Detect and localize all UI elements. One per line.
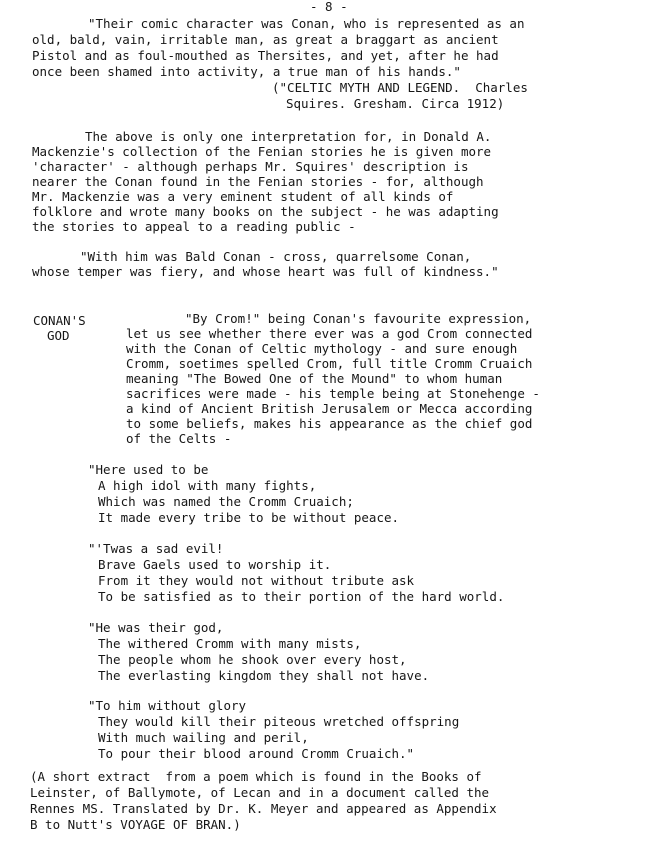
text-line: "Their comic character was Conan, who is represented as an [88, 16, 525, 31]
text-line: Pistol and as foul-mouthed as Thersites, and yet, after he had [32, 48, 499, 63]
text-line: "By Crom!" being Conan's favourite expression, [185, 311, 532, 326]
text-line: Mr. Mackenzie was a very eminent student of all kinds of [32, 189, 454, 204]
text-line: (A short extract from a poem which is found in the Books of [30, 769, 482, 784]
text-line: The above is only one interpretation for, in Donald A. [85, 129, 492, 144]
poem-line: "Here used to be [88, 462, 209, 477]
text-line: with the Conan of Celtic mythology - and sure enough [126, 341, 518, 356]
poem-line: A high idol with many fights, [98, 478, 317, 493]
poem-line: With much wailing and peril, [98, 730, 309, 745]
poem-line: Brave Gaels used to worship it. [98, 557, 332, 572]
text-line: folklore and wrote many books on the subject - he was adapting [32, 204, 499, 219]
poem-line: They would kill their piteous wretched offspring [98, 714, 460, 729]
poem-line: The withered Cromm with many mists, [98, 636, 362, 651]
poem-line: "He was their god, [88, 620, 224, 635]
page-number: - 8 - [310, 0, 348, 14]
citation-line: ("CELTIC MYTH AND LEGEND. Charles [272, 80, 528, 95]
text-line: let us see whether there ever was a god Crom connected [126, 326, 533, 341]
text-line: sacrifices were made - his temple being at Stonehenge - [126, 386, 540, 401]
text-line: Leinster, of Ballymote, of Lecan and in a document called the [30, 785, 490, 800]
citation-line: Squires. Gresham. Circa 1912) [286, 96, 505, 111]
text-line: "With him was Bald Conan - cross, quarrelsome Conan, [80, 249, 472, 264]
margin-label: GOD [47, 328, 70, 343]
poem-line: To be satisfied as to their portion of the hard world. [98, 589, 505, 604]
text-line: Cromm, soetimes spelled Crom, full title Cromm Cruaich [126, 356, 533, 371]
text-line: once been shamed into activity, a true man of his hands." [32, 64, 461, 79]
text-line: B to Nutt's VOYAGE OF BRAN.) [30, 817, 241, 832]
poem-line: Which was named the Cromm Cruaich; [98, 494, 354, 509]
text-line: old, bald, vain, irritable man, as great a braggart as ancient [32, 32, 499, 47]
poem-line: "'Twas a sad evil! [88, 541, 224, 556]
margin-label: CONAN'S [33, 313, 86, 328]
poem-line: "To him without glory [88, 698, 247, 713]
poem-line: To pour their blood around Cromm Cruaich." [98, 746, 415, 761]
poem-line: From it they would not without tribute ask [98, 573, 415, 588]
poem-line: The everlasting kingdom they shall not have. [98, 668, 430, 683]
poem-line: The people whom he shook over every host, [98, 652, 407, 667]
text-line: nearer the Conan found in the Fenian stories - for, although [32, 174, 484, 189]
text-line: whose temper was fiery, and whose heart was full of kindness." [32, 264, 499, 279]
text-line: Mackenzie's collection of the Fenian stories he is given more [32, 144, 492, 159]
text-line: to some beliefs, makes his appearance as the chief god [126, 416, 533, 431]
poem-line: It made every tribe to be without peace. [98, 510, 400, 525]
text-line: 'character' - although perhaps Mr. Squires' description is [32, 159, 469, 174]
text-line: meaning "The Bowed One of the Mound" to whom human [126, 371, 503, 386]
text-line: Rennes MS. Translated by Dr. K. Meyer and appeared as Appendix [30, 801, 497, 816]
text-line: a kind of Ancient British Jerusalem or Mecca according [126, 401, 533, 416]
text-line: of the Celts - [126, 431, 232, 446]
text-line: the stories to appeal to a reading public - [32, 219, 356, 234]
